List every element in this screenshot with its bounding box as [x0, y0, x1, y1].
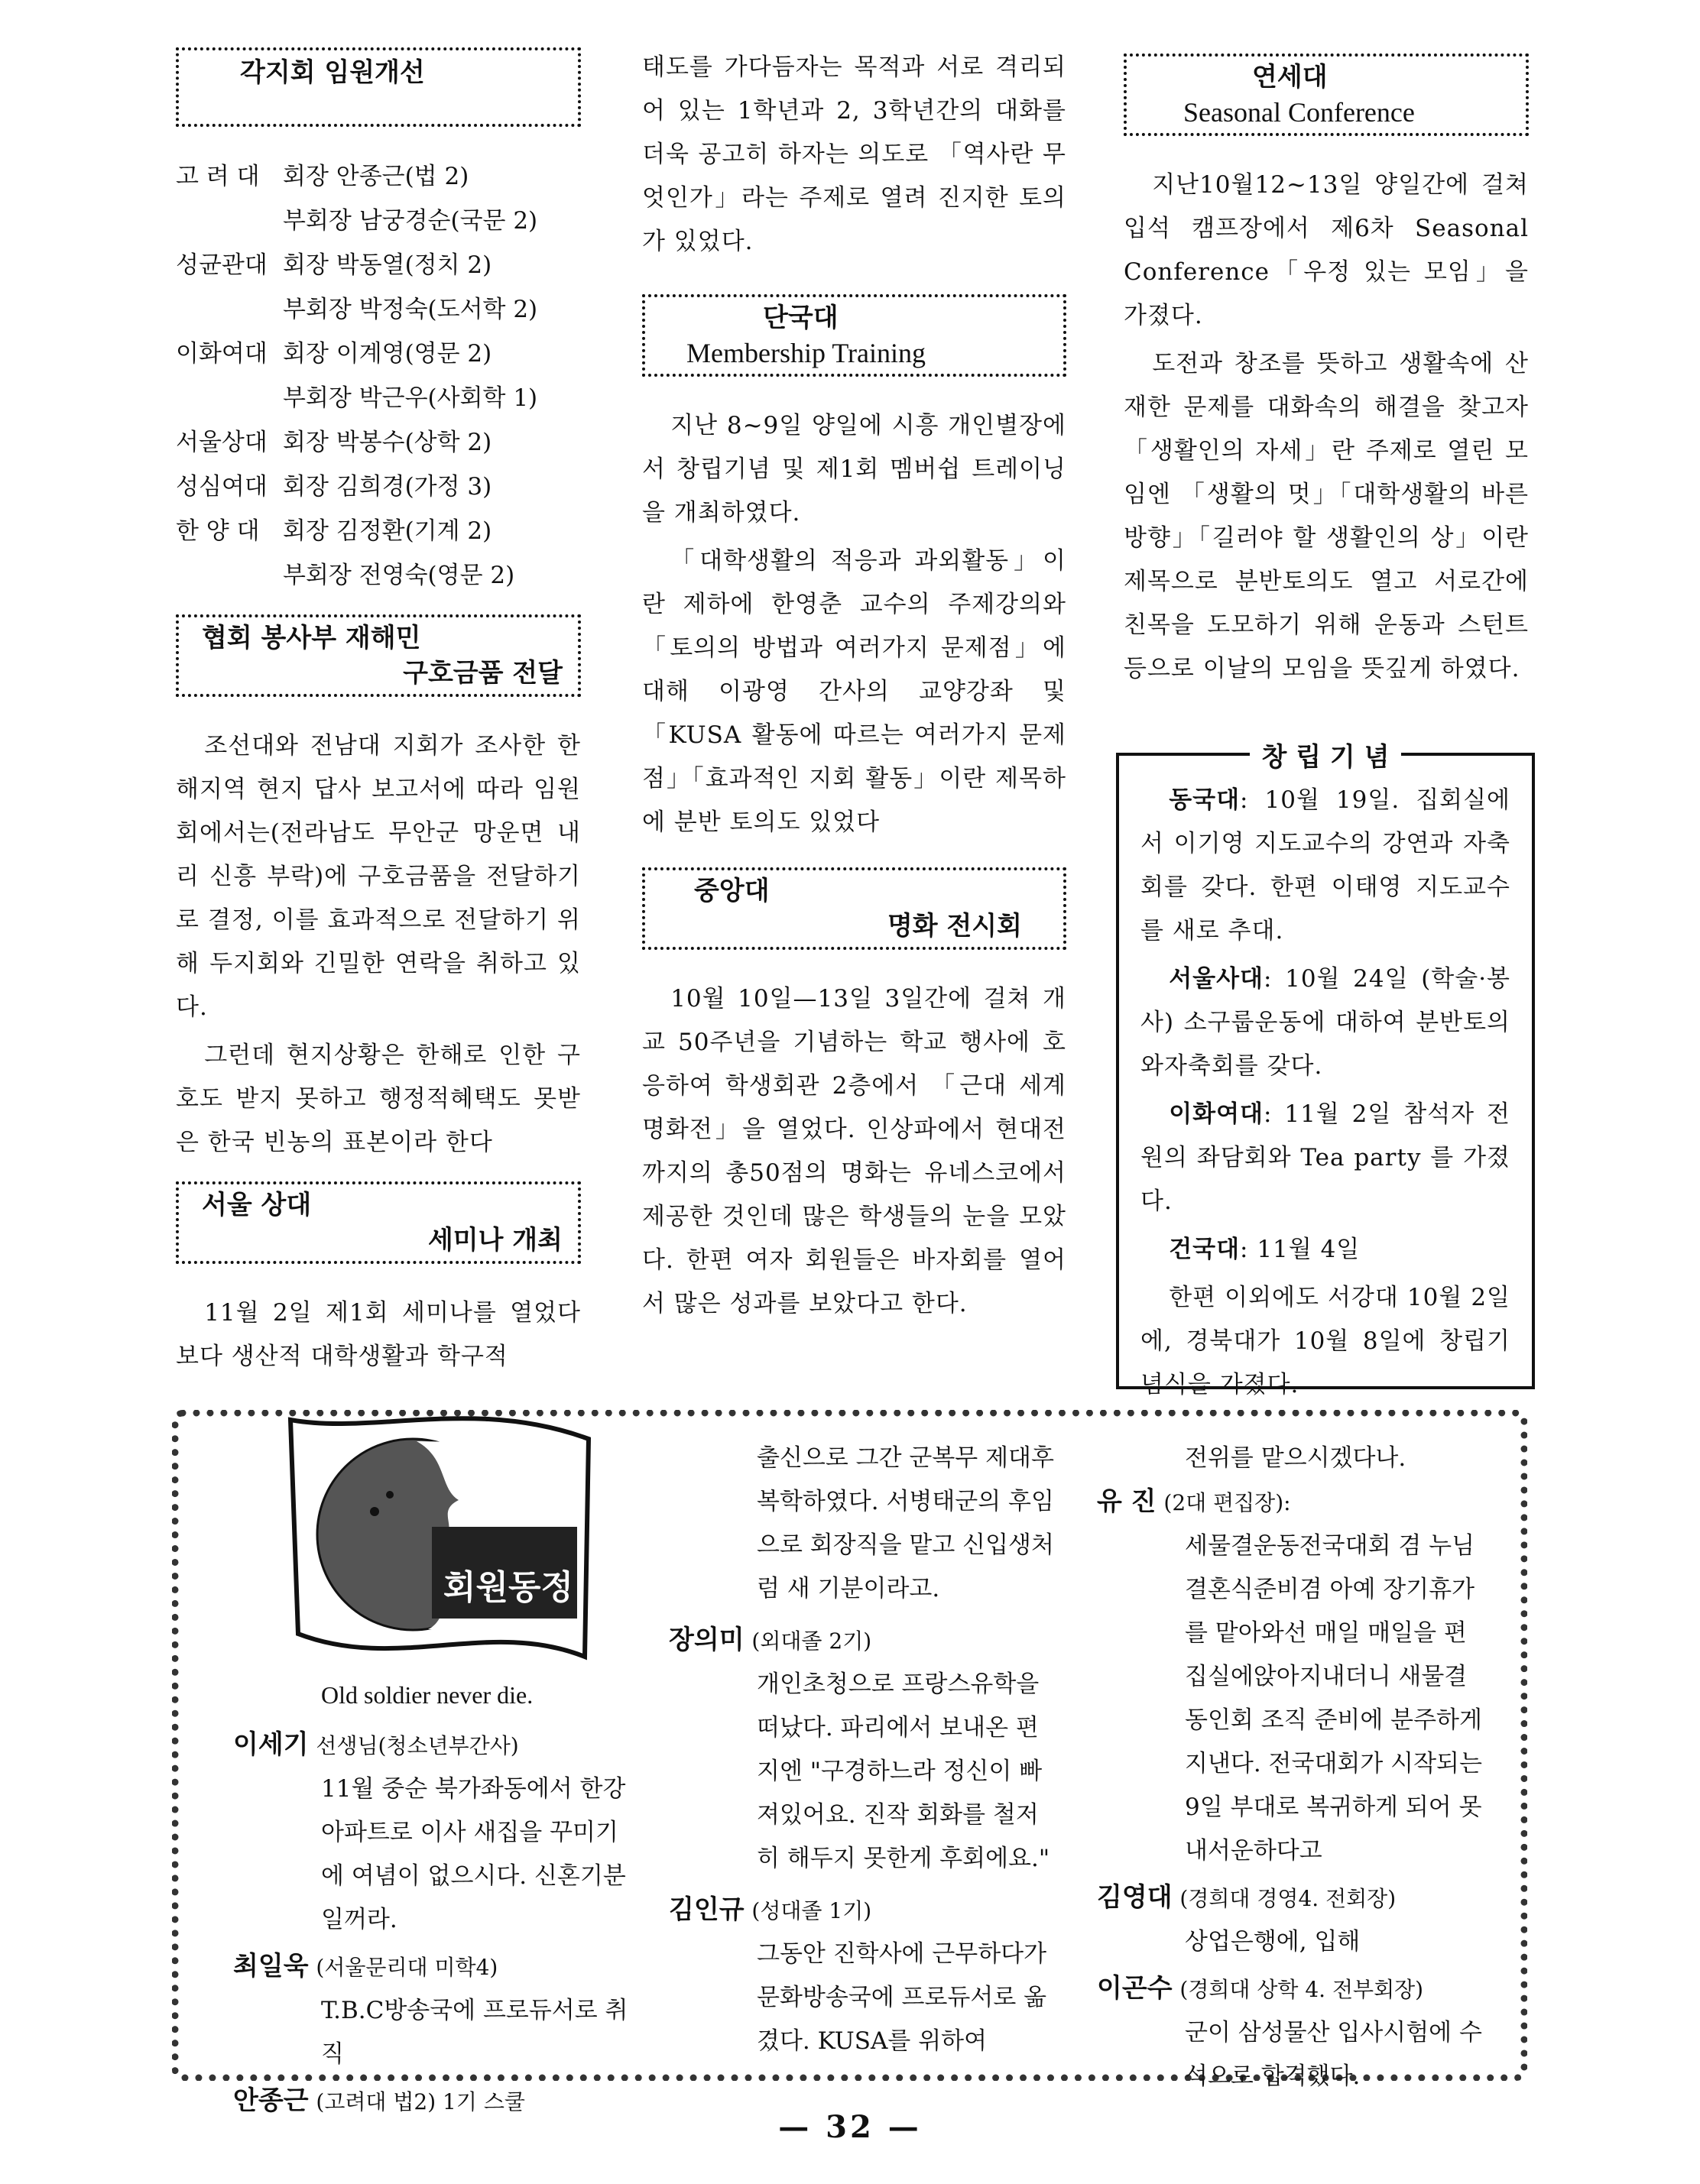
officer-row: 서울상대 회장 박봉수(상학 2)	[176, 429, 492, 456]
news-entry: 김인규 (성대졸 1기)	[669, 1894, 872, 1925]
section-title: 각지회 임원개선	[240, 57, 425, 88]
section-header-yonsei	[1124, 53, 1529, 136]
officer-row: 이화여대 회장 이계영(영문 2)	[176, 340, 492, 368]
column-3	[1124, 53, 1529, 695]
section-title-line1: 중앙대	[694, 876, 770, 906]
anniversary-item: 건국대: 11월 4일	[1169, 1236, 1361, 1263]
section-header-dankook	[642, 294, 1066, 377]
news-entry-text: 세물결운동전국대회 겸 누님결혼식준비겸 아예 장기휴가를 맡아와선 매일 매일을 편집실에앉아지내더니 새물결동인회 조직 준비에 분주하게 지낸다. 전국대회가 시작되는 9일 부대로 복귀하게 되어 못내서운하다고	[1185, 1532, 1482, 1865]
section-header-relief	[176, 614, 581, 697]
section-title-line2: Membership Training	[686, 338, 926, 368]
officer-row: 성균관대 회장 박동열(정치 2)	[176, 251, 492, 279]
section-title-line2: 명화 전시회	[887, 911, 1022, 941]
officer-row: 한 양 대 회장 김정환(기계 2)	[176, 517, 492, 545]
news-entry: 장의미 (외대졸 2기)	[669, 1625, 872, 1655]
news-column-a	[233, 1723, 631, 2124]
section-title-line2: 구호금품 전달	[403, 658, 563, 689]
news-entry: 유 진 (2대 편집장):	[1097, 1486, 1291, 1517]
news-entry-text: 그동안 진학사에 근무하다가 문화방송국에 프로듀서로 옮겼다. KUSA를 위하여	[757, 1940, 1047, 2055]
news-entry: 김영대 (경희대 경영4. 전회장)	[1097, 1882, 1397, 1913]
news-entry: 최일욱 (서울문리대 미학4)	[233, 1951, 498, 1981]
officer-row: 성심여대 회장 김희경(가정 3)	[176, 473, 492, 501]
section-title-line1: 단국대	[763, 303, 839, 333]
anniversary-item: 이화여대: 11월 2일 참석자 전원의 좌담회와 Tea party 를 가졌다.	[1140, 1100, 1510, 1215]
anniversary-title: 창 립 기 념	[1250, 742, 1402, 773]
news-entry-text: 개인초청으로 프랑스유학을 떠났다. 파리에서 보내온 편지엔 "구경하느라 정신이 빠져있어요. 진작 회화를 철저히 해두지 못한게 후회에요."	[757, 1670, 1050, 1872]
news-entry-text: 11월 중순 북가좌동에서 한강아파트로 이사 새집을 꾸미기에 여념이 없으시다. 신혼기분일꺼라.	[321, 1775, 626, 1933]
news-entry-text: 상업은행에, 입해	[1185, 1928, 1361, 1956]
logo-title: 회원동정	[443, 1568, 573, 1607]
column-1	[176, 47, 581, 1383]
section-header-seminar	[176, 1181, 581, 1264]
section-header-officers	[176, 47, 581, 127]
paragraph: 「대학생활의 적응과 과외활동」이란 제하에 한영춘 교수의 주제강의와 「토의의 방법과 여러가지 문제점」에 대해 이광영 간사의 교양강좌 및 「KUSA 활동에 따르는 여러가지 문제점」「효과적인 지회 활동」이란 제목하에 분반 토의도 있었다	[642, 547, 1066, 836]
officer-row: 부회장 전영숙(영문 2)	[283, 562, 515, 589]
section-header-chungang	[642, 867, 1066, 950]
anniversary-box	[1116, 742, 1535, 1398]
flag-logo-icon	[283, 1405, 604, 1680]
column-2	[642, 46, 1066, 1330]
news-entry: 이세기 선생님(청소년부간사)	[233, 1729, 519, 1760]
officer-row: 고 려 대 회장 안종근(법 2)	[176, 163, 469, 190]
motto: Old soldier never die.	[321, 1681, 534, 1709]
paragraph: 11월 2일 제1회 세미나를 열었다 보다 생산적 대학생활과 학구적	[176, 1299, 581, 1370]
section-title-line2: Seasonal Conference	[1183, 97, 1415, 128]
anniversary-closing: 한편 이외에도 서강대 10월 2일에, 경북대가 10월 8일에 창립기념식을 가졌다.	[1140, 1284, 1510, 1398]
news-continuation: 전위를 맡으시겠다나.	[1185, 1444, 1406, 1472]
section-title-line2: 세미나 개최	[427, 1225, 563, 1256]
news-column-c	[1097, 1437, 1483, 2098]
officer-list	[176, 154, 581, 598]
anniversary-item: 서울사대: 10월 24일 (학술·봉사) 소구룹운동에 대하여 분반토의와자축회를 갖다.	[1140, 965, 1510, 1080]
officer-row: 부회장 박근우(사회학 1)	[283, 384, 538, 412]
news-column-b	[669, 1437, 1059, 2063]
members-news-logo	[283, 1405, 604, 1680]
section-title-line1: 연세대	[1252, 62, 1328, 92]
section-title-line1: 서울 상대	[202, 1190, 312, 1220]
paragraph: 그런데 현지상황은 한해로 인한 구호도 받지 못하고 행정적혜택도 못받은 한국 빈농의 표본이라 한다	[176, 1042, 581, 1156]
paragraph: 태도를 가다듬자는 목적과 서로 격리되어 있는 1학년과 2, 3학년간의 대화를 더욱 공고히 하자는 의도로 「역사란 무엇인가」라는 주제로 열려 진지한 토의가 있었다.	[642, 53, 1066, 255]
news-entry-text: T.B.C방송국에 프로듀서로 취직	[321, 1997, 628, 2068]
news-entry: 이곤수 (경희대 상학 4. 전부회장)	[1097, 1973, 1424, 2004]
section-title-line1: 협회 봉사부 재해민	[202, 623, 421, 653]
paragraph: 지난10월12~13일 양일간에 걸쳐 입석 캠프장에서 제6차 Seasonal Conference「우정 있는 모임」을 가졌다.	[1124, 171, 1529, 329]
news-continuation: 출신으로 그간 군복무 제대후 복학하였다. 서병태군의 후임으로 회장직을 맡고 신입생처럼 새 기분이라고.	[757, 1444, 1054, 1602]
paragraph: 지난 8~9일 양일에 시흥 개인별장에서 창립기념 및 제1회 멤버쉽 트레이닝을 개최하였다.	[642, 412, 1066, 527]
paragraph: 도전과 창조를 뜻하고 생활속에 산재한 문제를 대화속의 해결을 찾고자 「생활인의 자세」란 주제로 열린 모임엔 「생활의 멋」「대학생활의 바른 방향」「길러야 할 생활인의 상」이란 제목으로 분반토의도 열고 서로간에 친목을 도모하기 위해 운동과 스턴트 등으로 이날의 모임을 뜻깊게 하였다.	[1124, 350, 1529, 682]
paragraph: 조선대와 전남대 지회가 조사한 한해지역 현지 답사 보고서에 따라 임원회에서는(전라남도 무안군 망운면 내리 신흥 부락)에 구호금품을 전달하기로 결정, 이를 효과적으로 전달하기 위해 두지회와 긴밀한 연락을 취하고 있다.	[176, 732, 581, 1021]
paragraph: 10월 10일—13일 3일간에 걸쳐 개교 50주년을 기념하는 학교 행사에 호응하여 학생회관 2층에서 「근대 세계 명화전」을 열었다. 인상파에서 현대전까지의 총50점의 명화는 유네스코에서 제공한 것인데 많은 학생들의 눈을 모았다. 한편 여자 회원들은 바자회를 열어서 많은 성과를 보았다고 한다.	[642, 985, 1066, 1317]
officer-row: 부회장 박정숙(도서학 2)	[283, 296, 538, 323]
officer-row: 부회장 남궁경순(국문 2)	[283, 207, 538, 235]
page-number: — 32 —	[778, 2109, 922, 2145]
news-entry-text: 군이 삼성물산 입사시험에 수석으로 합격했다.	[1185, 2019, 1482, 2090]
anniversary-item: 동국대: 10월 19일. 집회실에서 이기영 지도교수의 강연과 자축회를 갖다. 한편 이태영 지도교수를 새로 추대.	[1140, 786, 1510, 945]
news-entry: 안종근 (고려대 법2) 1기 스쿨	[233, 2085, 525, 2116]
